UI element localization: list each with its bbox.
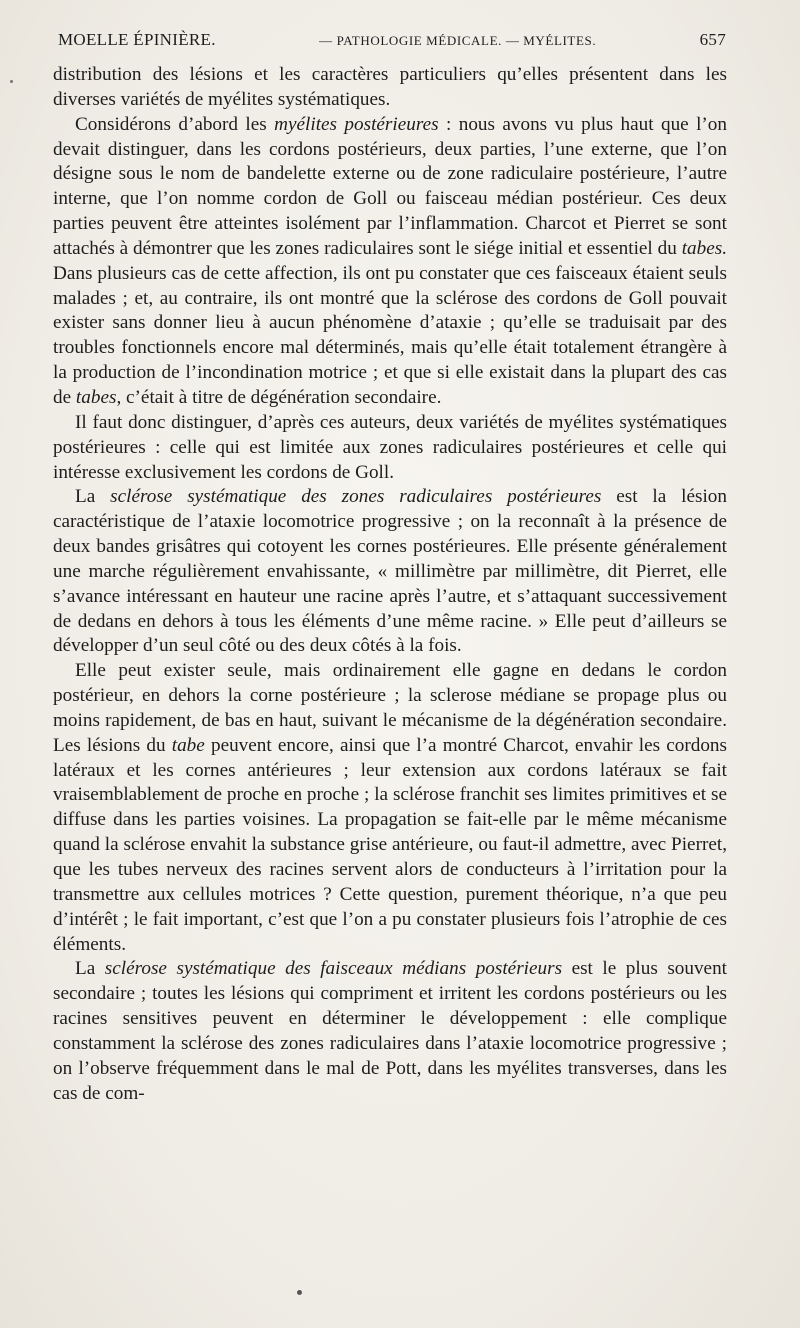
italic-run: tabe — [171, 734, 205, 756]
text-run: La — [75, 958, 105, 980]
paragraph — [53, 63, 727, 113]
italic-run: tabes — [75, 386, 117, 408]
text-run: Dans plusieurs cas de cette affection, ils ont pu constater que ces faisceaux étaient seuls malades ; et, au contraire, ils ont montré que la sclérose des cordons de Goll pouvait exister sans donner lieu à aucun phénomène d’ataxie ; qu’elle se traduisait par des troubles fonctionnels encore mal déterminés, mais qu’elle était totalement étrangère à la production de l’incondination motrice ; et que si elle existait dans la plupart des cas de — [53, 262, 727, 408]
text-run: Elle peut exister seule, mais ordinairement elle gagne en dedans le cordon postérieur, en dehors la corne postérieure ; la sclerose médiane se propage plus ou moins rapidement, de bas en haut, suivant le mécanisme de la dégénération secondaire. Les lésions du — [53, 660, 727, 756]
page-speck — [297, 1290, 302, 1295]
body-text — [53, 63, 727, 1106]
page-number: 657 — [699, 30, 726, 49]
paragraph — [53, 485, 727, 659]
header-section-title: MOELLE ÉPINIÈRE. — [58, 30, 216, 49]
italic-run: myélites postérieures — [274, 113, 439, 135]
margin-speck — [10, 80, 13, 83]
text-run: est la lésion caractéristique de l’ataxie locomotrice progressive ; on la reconnaît à la présence de deux bandes grisâtres qui cotoyent les cornes postérieures. Elle présente généralement une marche régulièrement envahissante, « millimètre par millimètre, dit Pierret, elle s’avance intéressant en hauteur une racine après l’autre, et s’attaquant successivement de dedans en dehors à tous les éléments d’une même racine. » Elle peut d’ailleurs se développer d’un seul côté ou des deux côtés à la fois. — [53, 486, 727, 657]
text-run: La — [75, 486, 111, 508]
paragraph — [53, 957, 727, 1106]
header-subtitle: — PATHOLOGIE MÉDICALE. — MYÉLITES. — [319, 33, 597, 48]
text-run: Considérons d’abord les — [75, 113, 275, 135]
italic-run: sclérose systématique des faisceaux médians postérieurs — [104, 958, 563, 980]
text-run: peuvent encore, ainsi que l’a montré Charcot, envahir les cordons latéraux et les cornes antérieures ; leur extension aux cordons latéraux se fait vraisemblablement de proche en proche ; la sclérose franchit ses limites primitives et se diffuse dans les parties voisines. La propagation se fait-elle par le même mécanisme quand la sclérose envahit la substance grise antérieure, ou faut-il admettre, avec Pierret, que les tubes nerveux des racines servent alors de conducteurs à l’irritation pour la transmettre aux cellules motrices ? Cette question, purement théorique, n’a que peu d’intérêt ; le fait important, c’est que l’on a pu constater plusieurs fois l’atrophie de ces éléments. — [53, 734, 727, 955]
text-run: est le plus souvent secondaire ; toutes les lésions qui compriment et irritent les cordons postérieurs ou les racines sensitives peuvent en déterminer le développement : elle complique constamment la sclérose des zones radiculaires dans l’ataxie locomotrice progressive ; on l’observe fréquemment dans le mal de Pott, dans les myélites transverses, dans les cas de com- — [53, 958, 728, 1104]
italic-run: sclérose systématique des zones radiculaires postérieures — [110, 486, 602, 508]
paragraph — [53, 411, 727, 486]
text-run: Il faut donc distinguer, d’après ces auteurs, deux variétés de myélites systématiques postérieures : celle qui est limitée aux zones radiculaires postérieures et celle qui intéresse exclusivement les cordons de Goll. — [53, 411, 727, 483]
text-run: , c’était à titre de dégénération secondaire. — [116, 386, 442, 408]
paragraph — [53, 659, 727, 957]
text-run: : nous avons vu plus haut que l’on devait distinguer, dans les cordons postérieurs, deux parties, l’une externe, que l’on désigne sous le nom de bandelette externe ou de zone radiculaire postérieure, l’autre interne, que l’on nomme cordon de Goll ou faisceau médian postérieur. Ces deux parties peuvent être atteintes isolément par l’inflammation. Charcot et Pierret se sont attachés à démontrer que les zones radiculaires sont le siége initial et essentiel du — [53, 113, 727, 259]
paragraph — [53, 113, 727, 411]
text-run: distribution des lésions et les caractères particuliers qu’elles présentent dans les diverses variétés de myélites systématiques. — [53, 64, 727, 110]
running-header — [58, 30, 726, 56]
italic-run: tabes. — [681, 237, 727, 259]
